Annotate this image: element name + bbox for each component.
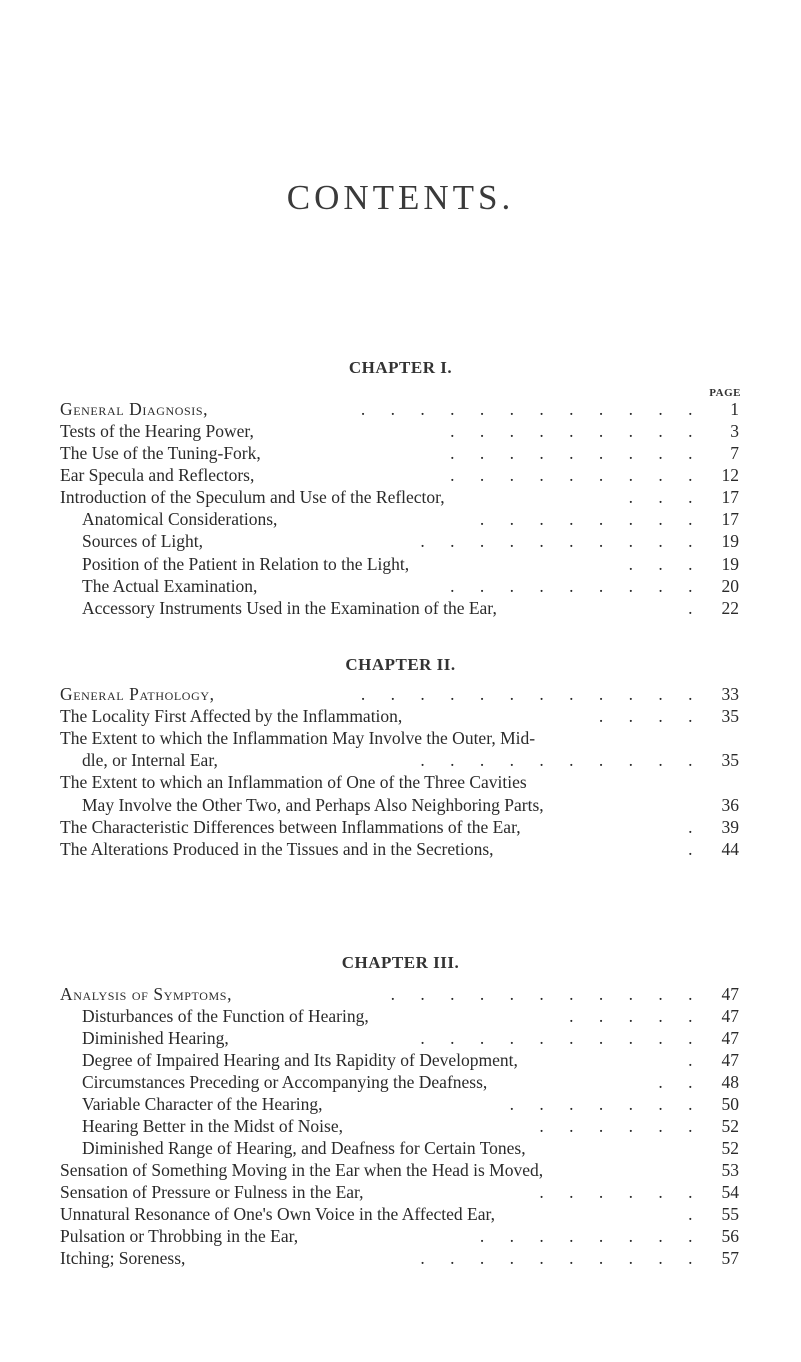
- toc-entry-page-number: 53: [721, 1160, 739, 1180]
- toc-entry-leader-dots: . .: [658, 1072, 703, 1092]
- page-column-label: PAGE: [709, 387, 741, 399]
- toc-entry-title: Accessory Instruments Used in the Examination of the Ear,: [82, 598, 497, 618]
- toc-entry-leader-dots: . . . . . . . . . . .: [390, 984, 703, 1004]
- toc-entry-leader-dots: . . . . . . . . . .: [420, 750, 703, 770]
- toc-entry: [0, 553, 801, 575]
- toc-entry-title: Circumstances Preceding or Accompanying the Deafness,: [82, 1072, 488, 1092]
- toc-entry-title: Degree of Impaired Hearing and Its Rapidity of Development,: [82, 1050, 518, 1070]
- toc-entry: [0, 749, 801, 771]
- toc-entry-leader-dots: . . . . . . . . .: [450, 421, 703, 441]
- toc-entry-leader-dots: . . .: [628, 554, 703, 574]
- toc-entry-leader-dots: .: [688, 1204, 703, 1224]
- toc-entry-page-number: 33: [721, 684, 739, 704]
- toc-entry: [0, 683, 801, 705]
- toc-entry-page-number: 57: [721, 1248, 739, 1268]
- toc-entry: [0, 1137, 801, 1159]
- toc-entry-title: The Extent to which an Inflammation of One of the Three Cavities: [60, 772, 527, 792]
- toc-entry-title: The Actual Examination,: [82, 576, 258, 596]
- toc-entry: [0, 1027, 801, 1049]
- toc-entry-page-number: 20: [721, 576, 739, 596]
- toc-entry-title: Introduction of the Speculum and Use of the Reflector,: [60, 487, 445, 507]
- toc-entry-page-number: 44: [721, 839, 739, 859]
- toc-entry-title: Hearing Better in the Midst of Noise,: [82, 1116, 343, 1136]
- page-title: CONTENTS.: [286, 178, 515, 217]
- toc-entry-title: Variable Character of the Hearing,: [82, 1094, 323, 1114]
- toc-entry-leader-dots: . . . . . . . .: [479, 1226, 703, 1246]
- toc-entry-leader-dots: .: [688, 839, 703, 859]
- toc-entry: [0, 597, 801, 619]
- toc-entry-title: Tests of the Hearing Power,: [60, 421, 254, 441]
- toc-entry: [0, 1181, 801, 1203]
- chapter-3-heading: CHAPTER III.: [341, 953, 460, 972]
- toc-entry: [0, 1159, 801, 1181]
- toc-entry-page-number: 35: [721, 706, 739, 726]
- toc-entry: [0, 1225, 801, 1247]
- toc-entry-page-number: 35: [721, 750, 739, 770]
- toc-entry: [0, 794, 801, 816]
- toc-entry-title: dle, or Internal Ear,: [82, 750, 218, 770]
- toc-entry-title: General Diagnosis,: [60, 399, 209, 419]
- chapter-1-heading: CHAPTER I.: [348, 358, 453, 377]
- toc-entry-page-number: 47: [721, 1006, 739, 1026]
- toc-entry-page-number: 47: [721, 1028, 739, 1048]
- toc-entry-title: The Extent to which the Inflammation May Involve the Outer, Mid-: [60, 728, 536, 748]
- toc-entry-leader-dots: .: [688, 1050, 703, 1070]
- toc-entry-page-number: 22: [721, 598, 739, 618]
- toc-entry-title: The Characteristic Differences between Inflammations of the Ear,: [60, 817, 521, 837]
- toc-entry-title: The Locality First Affected by the Inflammation,: [60, 706, 403, 726]
- toc-entry-leader-dots: .: [688, 817, 703, 837]
- toc-entry-title: Analysis of Symptoms,: [60, 984, 233, 1004]
- toc-entry-title: Sensation of Pressure or Fulness in the Ear,: [60, 1182, 364, 1202]
- toc-entry-page-number: 17: [721, 487, 739, 507]
- toc-entry-leader-dots: . . .: [628, 487, 703, 507]
- toc-entry-leader-dots: . . . . . . . . . .: [420, 1248, 703, 1268]
- toc-entry: [0, 771, 801, 793]
- toc-entry-page-number: 56: [721, 1226, 739, 1246]
- toc-entry-title: May Involve the Other Two, and Perhaps Also Neighboring Parts,: [82, 795, 544, 815]
- toc-entry: [0, 575, 801, 597]
- toc-entry-leader-dots: . . . . . . . . . .: [420, 1028, 703, 1048]
- toc-entry: [0, 464, 801, 486]
- toc-entry-leader-dots: . . . . . .: [539, 1182, 703, 1202]
- toc-entry: [0, 727, 801, 749]
- toc-entry-leader-dots: . . . .: [598, 706, 703, 726]
- toc-entry-page-number: 12: [721, 465, 739, 485]
- toc-entry: [0, 1203, 801, 1225]
- toc-entry: [0, 420, 801, 442]
- toc-entry: [0, 838, 801, 860]
- toc-entry: [0, 1247, 801, 1269]
- toc-entry-title: Ear Specula and Reflectors,: [60, 465, 255, 485]
- toc-entry-title: Pulsation or Throbbing in the Ear,: [60, 1226, 299, 1246]
- toc-entry: [0, 1071, 801, 1093]
- toc-entry-title: Itching; Soreness,: [60, 1248, 186, 1268]
- toc-entry-leader-dots: . . . . . . . . .: [450, 443, 703, 463]
- toc-entry: [0, 1049, 801, 1071]
- toc-entry-title: Sensation of Something Moving in the Ear when the Head is Moved,: [60, 1160, 544, 1180]
- toc-entry-title: The Alterations Produced in the Tissues and in the Secretions,: [60, 839, 494, 859]
- toc-entry-leader-dots: . . . . . . . . . . . .: [360, 684, 703, 704]
- toc-entry-page-number: 47: [721, 1050, 739, 1070]
- toc-entry-title: Unnatural Resonance of One's Own Voice in the Affected Ear,: [60, 1204, 495, 1224]
- toc-entry-leader-dots: . . . . . . . .: [479, 509, 703, 529]
- toc-entry-page-number: 54: [721, 1182, 739, 1202]
- toc-entry: [0, 442, 801, 464]
- toc-entry-page-number: 39: [721, 817, 739, 837]
- toc-entry: [0, 816, 801, 838]
- toc-entry-page-number: 50: [721, 1094, 739, 1114]
- toc-entry-title: Position of the Patient in Relation to the Light,: [82, 554, 410, 574]
- toc-entry-title: Anatomical Considerations,: [82, 509, 278, 529]
- toc-entry-leader-dots: .: [688, 598, 703, 618]
- toc-entry-page-number: 19: [721, 554, 739, 574]
- toc-entry-page-number: 17: [721, 509, 739, 529]
- toc-entry-title: Disturbances of the Function of Hearing,: [82, 1006, 369, 1026]
- toc-entry-leader-dots: . . . . . . . . .: [450, 465, 703, 485]
- toc-entry: [0, 398, 801, 420]
- toc-entry-title: Diminished Hearing,: [82, 1028, 229, 1048]
- chapter-2-heading: CHAPTER II.: [345, 655, 456, 674]
- toc-entry-page-number: 48: [721, 1072, 739, 1092]
- toc-entry: [0, 530, 801, 552]
- toc-entry: [0, 1115, 801, 1137]
- toc-entry-leader-dots: . . . . . . . . . .: [420, 531, 703, 551]
- toc-entry-page-number: 1: [730, 399, 739, 419]
- toc-entry-page-number: 19: [721, 531, 739, 551]
- toc-entry-page-number: 3: [730, 421, 739, 441]
- toc-entry-title: The Use of the Tuning-Fork,: [60, 443, 261, 463]
- toc-entry: [0, 508, 801, 530]
- toc-entry-page-number: 55: [721, 1204, 739, 1224]
- toc-entry-leader-dots: . . . . . . . . .: [450, 576, 703, 596]
- toc-entry: [0, 983, 801, 1005]
- toc-entry: [0, 486, 801, 508]
- toc-entry: [0, 705, 801, 727]
- toc-entry-page-number: 47: [721, 984, 739, 1004]
- toc-entry-leader-dots: . . . . . .: [539, 1116, 703, 1136]
- toc-entry-page-number: 52: [721, 1138, 739, 1158]
- toc-entry-page-number: 7: [730, 443, 739, 463]
- toc-entry-title: Diminished Range of Hearing, and Deafness for Certain Tones,: [82, 1138, 526, 1158]
- toc-entry-title: Sources of Light,: [82, 531, 204, 551]
- toc-entry: [0, 1005, 801, 1027]
- toc-entry-leader-dots: . . . . . . . . . . . .: [360, 399, 703, 419]
- toc-entry-leader-dots: . . . . .: [569, 1006, 703, 1026]
- toc-entry: [0, 1093, 801, 1115]
- toc-entry-page-number: 52: [721, 1116, 739, 1136]
- toc-entry-page-number: 36: [721, 795, 739, 815]
- toc-entry-leader-dots: . . . . . . .: [509, 1094, 703, 1114]
- toc-entry-title: General Pathology,: [60, 684, 215, 704]
